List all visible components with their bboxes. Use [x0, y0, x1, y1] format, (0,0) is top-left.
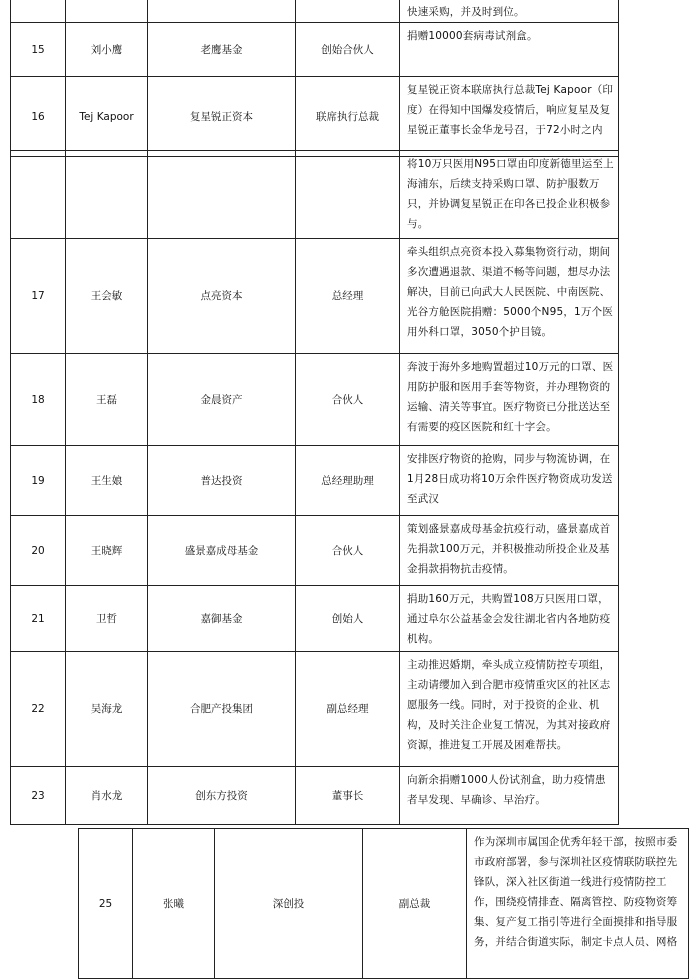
job-title: 总经理助理: [296, 446, 400, 516]
table-bottom: [78, 828, 689, 979]
job-title: [296, 151, 400, 239]
job-title: 董事长: [296, 767, 400, 825]
row-number: 15: [11, 23, 66, 77]
organization-name: 金晨资产: [148, 354, 296, 446]
contribution-description: 策划盛景嘉成母基金抗疫行动，盛景嘉成首先捐款100万元，并积极推动所投企业及基金捐款捐物抗击疫情。: [400, 516, 619, 586]
job-title: 创始合伙人: [296, 23, 400, 77]
person-name: 王生娘: [66, 446, 148, 516]
row-number: 23: [11, 767, 66, 825]
table-row: [11, 652, 619, 767]
person-name: [66, 151, 148, 239]
organization-name: 复星锐正资本: [148, 77, 296, 157]
contribution-description: 作为深圳市属国企优秀年轻干部，按照市委市政府部署，参与深圳社区疫情联防联控先锋队，深入社区街道一线进行疫情防控工作，围绕疫情排查、隔离管控、防疫物资筹集、复产复工指引等进行全面摸排和指导服务，并结合街道实际，制定卡点人员、网格: [467, 829, 689, 979]
table-row: [11, 354, 619, 446]
organization-name: 老鹰基金: [148, 23, 296, 77]
job-title: [296, 0, 400, 23]
organization-name: 合肥产投集团: [148, 652, 296, 767]
job-title: 创始人: [296, 586, 400, 652]
contribution-description: 牵头组织点亮资本投入募集物资行动，期间多次遭遇退款、渠道不畅等问题，想尽办法解决，目前已向武大人民医院、中南医院、光谷方舱医院捐赠：5000个N95，1万个医用外科口罩，3050个护目镜。: [400, 239, 619, 354]
contribution-description: 奔波于海外多地购置超过10万元的口罩、医用防护服和医用手套等物资，并办理物资的运输、清关等事宜。医疗物资已分批送达至有需要的疫区医院和红十字会。: [400, 354, 619, 446]
person-name: 王磊: [66, 354, 148, 446]
table-middle: [10, 150, 619, 825]
row-number: 20: [11, 516, 66, 586]
person-name: 刘小鹰: [66, 23, 148, 77]
person-name: Tej Kapoor: [66, 77, 148, 157]
contribution-description: 主动推迟婚期，牵头成立疫情防控专项组，主动请缨加入到合肥市疫情重灾区的社区志愿服务一线。同时，对于投资的企业、机构，及时关注企业复工情况，为其对接政府资源，推进复工开展及困难帮扶。: [400, 652, 619, 767]
person-name: 卫哲: [66, 586, 148, 652]
row-number: 16: [11, 77, 66, 157]
table-row: [11, 23, 619, 77]
job-title: 合伙人: [296, 354, 400, 446]
person-name: 王晓辉: [66, 516, 148, 586]
table-row: [11, 239, 619, 354]
table-row: [11, 77, 619, 157]
person-name: 张曦: [133, 829, 215, 979]
job-title: 合伙人: [296, 516, 400, 586]
contribution-description: 复星锐正资本联席执行总裁Tej Kapoor（印度）在得知中国爆发疫情后，响应复星及复星锐正董事长金华龙号召，于72小时之内: [400, 77, 619, 157]
contribution-description: 安排医疗物资的抢购，同步与物流协调，在1月28日成功将10万余件医疗物资成功发送至武汉: [400, 446, 619, 516]
table-row: [11, 151, 619, 239]
table-row: [79, 829, 689, 979]
row-number: 25: [79, 829, 133, 979]
contribution-description: 向新余捐赠1000人份试剂盒，助力疫情患者早发现、早确诊、早治疗。: [400, 767, 619, 825]
table-row: [11, 586, 619, 652]
job-title: 副总裁: [363, 829, 467, 979]
row-number: [11, 0, 66, 23]
organization-name: [148, 0, 296, 23]
person-name: 吴海龙: [66, 652, 148, 767]
row-number: [11, 151, 66, 239]
job-title: 联席执行总裁: [296, 77, 400, 157]
contribution-description: 快速采购，并及时到位。: [400, 0, 619, 23]
table-top: [10, 0, 619, 157]
row-number: 22: [11, 652, 66, 767]
organization-name: 普达投资: [148, 446, 296, 516]
person-name: 王会敏: [66, 239, 148, 354]
table-row: [11, 516, 619, 586]
row-number: 19: [11, 446, 66, 516]
table-row: [11, 446, 619, 516]
row-number: 18: [11, 354, 66, 446]
contribution-description: 捐助160万元，共购置108万只医用口罩，通过阜尔公益基金会发往湖北省内各地防疫机构。: [400, 586, 619, 652]
table-row: [11, 0, 619, 23]
row-number: 17: [11, 239, 66, 354]
organization-name: 盛景嘉成母基金: [148, 516, 296, 586]
job-title: 总经理: [296, 239, 400, 354]
contribution-description: 捐赠10000套病毒试剂盒。: [400, 23, 619, 77]
organization-name: 嘉御基金: [148, 586, 296, 652]
organization-name: 创东方投资: [148, 767, 296, 825]
person-name: 肖水龙: [66, 767, 148, 825]
organization-name: [148, 151, 296, 239]
person-name: [66, 0, 148, 23]
table-row: [11, 767, 619, 825]
contribution-description: 将10万只医用N95口罩由印度新德里运至上海浦东，后续支持采购口罩、防护服数万只，并协调复星锐正在印各已投企业积极参与。: [400, 151, 619, 239]
row-number: 21: [11, 586, 66, 652]
organization-name: 深创投: [215, 829, 363, 979]
job-title: 副总经理: [296, 652, 400, 767]
organization-name: 点亮资本: [148, 239, 296, 354]
